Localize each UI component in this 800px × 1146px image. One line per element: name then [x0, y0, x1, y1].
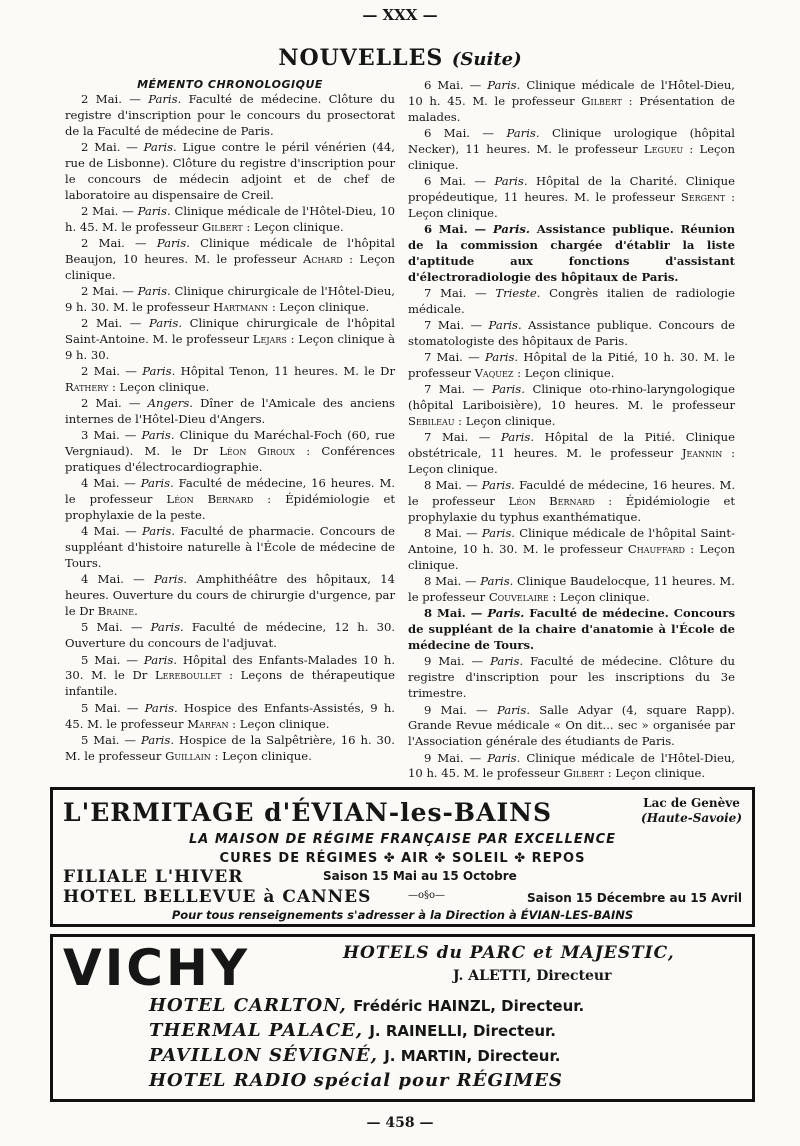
entry-date: 2 Mai.	[81, 92, 122, 106]
entry-date: 2 Mai.	[81, 364, 120, 379]
entry-text-after: : Leçon clinique.	[454, 414, 556, 429]
entry-text-after: : Leçon clinique.	[65, 251, 396, 282]
entry-date: 9 Mai.	[424, 654, 465, 669]
entry-text-after: : Leçon clinique.	[268, 299, 370, 314]
entry-text: Hospice de la Salpêtrière, 16 h. 30. M. le professeur	[65, 732, 395, 763]
memento-entry: 2 Mai. — Paris. Clinique médicale de l'hôpital Beaujon, 10 heures. M. le professeur Achard : Leçon clinique.	[65, 236, 396, 282]
memento-entry: 4 Mai. — Paris. Amphithéâtre des hôpitaux, 14 heures. Ouverture du cours de chirurgie d'urgence, par le Dr Braine.	[65, 572, 395, 619]
memento-left-entries	[65, 92, 395, 765]
memento-entry: 6 Mai. — Paris. Clinique urologique (hôpital Necker), 11 heures. M. le professeur Legueu : Leçon clinique.	[408, 126, 735, 172]
entry-place: Paris.	[500, 430, 535, 445]
memento-heading: MÉMENTO CHRONOLOGIQUE	[137, 78, 323, 91]
evian-tagline: LA MAISON DE RÉGIME FRANÇAISE PAR EXCELLENCE	[188, 832, 617, 847]
entry-place: Paris.	[148, 92, 182, 106]
entry-text: Faculté de médecine. Clôture du registre d'inscription pour les inscriptions du 3e trimestre.	[408, 654, 735, 701]
entry-text: Amphithéâtre des hôpitaux, 14 heures. Ouverture du cours de chirurgie d'urgence, par le Dr	[65, 572, 395, 619]
entry-text: Assistance publique. Concours de stomatologiste des hôpitaux de Paris.	[408, 318, 735, 348]
entry-text: Faculté de médecine. Concours de suppléant de la chaire d'anatomie à l'École de médecine de Tours.	[408, 606, 736, 653]
entry-text-after: : Leçon clinique.	[408, 189, 735, 220]
entry-date: 5 Mai.	[81, 620, 123, 635]
memento-entry: 4 Mai. — Paris. Faculté de pharmacie. Concours de suppléant d'histoire naturelle à l'École de médecine de Tours.	[65, 524, 395, 571]
page-title	[0, 45, 800, 71]
entry-date: 8 Mai.	[424, 606, 466, 621]
hotel-director: J. RAINELLI, Directeur.	[369, 1022, 557, 1040]
entry-text: Assistance publique. Réunion de la commission chargée d'établir la liste d'aptitude aux fonctions d'assistant d'électroradiologie des hôpitaux de Paris.	[408, 222, 736, 284]
hotel-name: HOTEL CARLTON,	[149, 995, 347, 1016]
evian-name: L'ERMITAGE d'ÉVIAN-les-BAINS	[63, 798, 553, 827]
evian-info: Pour tous renseignements s'adresser à la Direction à ÉVIAN-LES-BAINS	[171, 908, 634, 922]
entry-text: Ligue contre le péril vénérien (44, rue de Lisbonne). Clôture du registre d'inscription pour le concours de médecin adjoint et de chef de laboratoire au dispensaire de Creil.	[65, 140, 395, 202]
entry-professor: Gilbert	[581, 93, 622, 108]
entry-place: Paris.	[150, 620, 184, 635]
hotel-director: J. MARTIN, Directeur.	[384, 1047, 561, 1065]
entry-place: Paris.	[496, 702, 531, 717]
hotel-name: PAVILLON SÉVIGNÉ,	[149, 1045, 378, 1066]
entry-text-after: : Leçon clinique.	[408, 446, 736, 477]
entry-date: 9 Mai.	[424, 750, 464, 765]
entry-place: Paris.	[490, 654, 524, 669]
entry-text: Hôpital Tenon, 11 heures. M. le Dr	[180, 364, 395, 379]
evian-location	[641, 796, 742, 826]
entry-date: 5 Mai.	[81, 700, 121, 715]
entry-text: Clinique médicale de l'Hôtel-Dieu, 10 h. 45. M. le professeur	[408, 78, 735, 108]
entry-date: 3 Mai.	[81, 428, 120, 443]
memento-entry: 6 Mai. — Paris. Clinique médicale de l'Hôtel-Dieu, 10 h. 45. M. le professeur Gilbert : Présentation de malades.	[408, 78, 735, 124]
entry-place: Paris.	[143, 652, 177, 667]
entry-place: Trieste.	[495, 285, 541, 300]
vichy-hotels: HOTELS du PARC et MAJESTIC,	[343, 943, 675, 963]
entry-date: 8 Mai.	[424, 526, 462, 541]
entry-date: 7 Mai.	[424, 382, 466, 397]
memento-entry: 7 Mai. — Paris. Clinique oto-rhino-laryngologique (hôpital Lariboisière), 10 heures. M. le professeur Sebileau : Leçon clinique.	[408, 382, 735, 429]
title-suite: (Suite)	[451, 49, 522, 70]
evian-filiale: FILIALE L'HIVER	[63, 867, 244, 887]
entry-professor: Hartmann	[213, 299, 269, 314]
entry-date: 8 Mai.	[424, 574, 462, 589]
entry-date: 4 Mai.	[81, 572, 124, 587]
memento-entry: 3 Mai. — Paris. Clinique du Maréchal-Foch (60, rue Vergniaud). M. le Dr Léon Giroux : Conférences pratiques d'électrocardiographie.	[65, 428, 396, 475]
entry-date: 6 Mai.	[424, 174, 466, 189]
entry-text-after: : Leçon clinique.	[242, 219, 344, 234]
evian-region: (Haute-Savoie)	[641, 811, 742, 825]
entry-professor: Marfan	[187, 716, 229, 731]
vichy-line-sevigne	[149, 1045, 560, 1066]
entry-place: Paris.	[142, 364, 176, 379]
entry-place: Paris.	[487, 78, 521, 92]
entry-text: Hospice des Enfants-Assistés, 9 h. 45. M. le professeur	[65, 700, 395, 731]
entry-professor: Legueu	[643, 141, 684, 156]
entry-place: Paris.	[488, 318, 522, 333]
entry-text-after: : Conférences pratiques d'électrocardiographie.	[65, 444, 396, 475]
entry-place: Paris.	[141, 524, 176, 539]
entry-text-after: : Leçon clinique.	[513, 366, 615, 381]
entry-date: 2 Mai.	[81, 236, 125, 251]
entry-place: Paris.	[137, 284, 171, 299]
memento-entry: 8 Mai. — Paris. Faculté de médecine. Concours de suppléant de la chaire d'anatomie à l'École de médecine de Tours.	[408, 606, 736, 653]
entry-text: Clinique médicale de l'Hôtel-Dieu, 10 h. 45. M. le professeur	[65, 203, 396, 234]
entry-place: Paris.	[487, 750, 521, 765]
memento-entry: 7 Mai. — Paris. Hôpital de la Pitié. Clinique obstétricale, 11 heures. M. le professeur Jeannin : Leçon clinique.	[408, 430, 736, 477]
entry-text: Hôpital de la Pitié. Clinique obstétricale, 11 heures. M. le professeur	[408, 430, 736, 461]
evian-advertisement	[50, 787, 755, 927]
entry-text: Hôpital des Enfants-Malades 10 h. 30. M. le Dr	[65, 652, 395, 683]
vichy-line-carlton	[149, 995, 584, 1016]
entry-place: Paris.	[506, 126, 540, 141]
entry-date: 5 Mai.	[81, 732, 120, 747]
memento-left-column	[65, 78, 395, 765]
memento-entry: 6 Mai. — Paris. Hôpital de la Charité. Clinique propédeutique, 11 heures. M. le professeur Sergent : Leçon clinique.	[408, 174, 735, 220]
page-number: — 458 —	[366, 1115, 434, 1131]
vichy-line-radio	[149, 1070, 563, 1091]
hotel-director: spécial pour RÉGIMES	[313, 1070, 563, 1091]
memento-entry: 2 Mai. — Paris. Clinique chirurgicale de l'hôpital Saint-Antoine. M. le professeur Lejars : Leçon clinique à 9 h. 30.	[65, 316, 396, 362]
entry-place: Paris.	[137, 203, 171, 218]
entry-date: 7 Mai.	[424, 285, 467, 300]
entry-professor: Léon Bernard	[508, 494, 595, 509]
entry-text: Clinique médicale de l'hôpital Beaujon, 10 heures. M. le professeur	[65, 236, 396, 266]
entry-date: 8 Mai.	[424, 478, 462, 493]
entry-text: Faculté de pharmacie. Concours de suppléant d'histoire naturelle à l'École de médecine de Tours.	[65, 524, 395, 571]
entry-professor: Léon Bernard	[166, 492, 254, 507]
entry-place: Paris.	[156, 236, 190, 251]
evian-separator: —o§o—	[408, 890, 446, 901]
entry-professor: Léon Giroux	[219, 444, 295, 459]
entry-date: 5 Mai.	[81, 652, 121, 667]
entry-place: Paris.	[154, 572, 188, 587]
memento-entry: 8 Mai. — Paris. Clinique Baudelocque, 11 heures. M. le professeur Couvelaire : Leçon clinique.	[408, 574, 735, 605]
entry-text: Clinique oto-rhino-laryngologique (hôpital Lariboisière), 10 heures. M. le professeur	[408, 382, 735, 413]
memento-entry: 8 Mai. — Paris. Faculdé de médecine, 16 heures. M. le professeur Léon Bernard : Épidémiologie et prophylaxie du typhus exanthématique.	[408, 478, 736, 525]
memento-entry: 5 Mai. — Paris. Hospice des Enfants-Assistés, 9 h. 45. M. le professeur Marfan : Leçon clinique.	[65, 700, 395, 731]
entry-place: Paris.	[485, 350, 519, 365]
entry-place: Angers.	[147, 396, 193, 411]
entry-text-after: : Leçon clinique.	[604, 766, 706, 781]
entry-place: Paris.	[480, 574, 514, 589]
hotel-name: THERMAL PALACE,	[149, 1020, 364, 1041]
entry-professor: Couvelaire	[488, 590, 549, 605]
entry-text: Clinique Baudelocque, 11 heures. M. le professeur	[408, 574, 735, 605]
memento-entry: 5 Mai. — Paris. Faculté de médecine, 12 h. 30. Ouverture du concours de l'adjuvat.	[65, 620, 396, 651]
entry-date: 6 Mai.	[424, 222, 468, 237]
entry-text-after: : Épidémiologie et prophylaxie de la peste.	[65, 492, 396, 523]
roman-folio: — XXX —	[362, 6, 438, 24]
entry-professor: Lejars	[252, 332, 287, 347]
memento-right-column	[408, 78, 735, 783]
entry-professor: Achard	[302, 251, 343, 266]
entry-text-after: : Épidémiologie et prophylaxie du typhus exanthématique.	[408, 494, 736, 525]
entry-date: 6 Mai.	[424, 126, 470, 141]
entry-text: Hôpital de la Pitié, 10 h. 30. M. le professeur	[408, 350, 735, 381]
entry-date: 7 Mai.	[424, 430, 469, 445]
entry-text-after: : Leçon clinique.	[408, 141, 735, 172]
memento-entry: 2 Mai. — Paris. Clinique chirurgicale de l'Hôtel-Dieu, 9 h. 30. M. le professeur Hartmann : Leçon clinique.	[65, 284, 395, 314]
entry-professor: Gilbert	[563, 766, 605, 781]
entry-text-after: : Leçon clinique.	[408, 542, 735, 573]
entry-professor: Gilbert	[202, 219, 243, 234]
entry-place: Paris.	[487, 606, 525, 621]
entry-text: Clinique du Maréchal-Foch (60, rue Vergniaud). M. le Dr	[65, 428, 395, 459]
entry-place: Paris.	[144, 700, 178, 715]
evian-season-summer: Saison 15 Mai au 15 Octobre	[323, 869, 517, 883]
entry-professor: Vaquez	[474, 366, 514, 381]
entry-text: Clinique chirurgicale de l'hôpital Saint-Antoine. M. le professeur	[65, 316, 396, 347]
entry-place: Paris.	[148, 316, 183, 331]
memento-entry: 7 Mai. — Paris. Hôpital de la Pitié, 10 h. 30. M. le professeur Vaquez : Leçon clinique.	[408, 350, 735, 381]
memento-entry: 2 Mai. — Paris. Clinique médicale de l'Hôtel-Dieu, 10 h. 45. M. le professeur Gilbert : Leçon clinique.	[65, 203, 396, 234]
hotel-director: Frédéric HAINZL, Directeur.	[353, 997, 585, 1015]
vichy-advertisement	[50, 934, 755, 1102]
entry-text: Salle Adyar (4, square Rapp). Grande Revue médicale « On dit... sec » organisée par l'Association générale des étudiants de Paris.	[408, 702, 735, 749]
entry-place: Paris.	[494, 174, 528, 189]
memento-entry: 9 Mai. — Paris. Salle Adyar (4, square Rapp). Grande Revue médicale « On dit... sec » organisée par l'Association générale des étudiants de Paris.	[408, 702, 735, 749]
entry-date: 4 Mai.	[81, 476, 120, 491]
memento-entry: 2 Mai. — Paris. Ligue contre le péril vénérien (44, rue de Lisbonne). Clôture du registre d'inscription pour le concours de médecin adjoint et de chef de laboratoire au dispensaire de Creil.	[65, 140, 395, 202]
entry-text: Faculté de médecine, 16 heures. M. le professeur	[65, 476, 396, 507]
entry-text-after: : Leçon clinique.	[548, 590, 650, 605]
memento-entry: 5 Mai. — Paris. Hôpital des Enfants-Malades 10 h. 30. M. le Dr Lereboullet : Leçons de thérapeutique infantile.	[65, 652, 395, 699]
memento-entry: 8 Mai. — Paris. Clinique médicale de l'hôpital Saint-Antoine, 10 h. 30. M. le professeur Chauffard : Leçon clinique.	[408, 526, 735, 573]
memento-entry: 9 Mai. — Paris. Faculté de médecine. Clôture du registre d'inscription pour les inscriptions du 3e trimestre.	[408, 654, 735, 701]
entry-date: 2 Mai.	[81, 203, 119, 218]
entry-professor: Sergent	[680, 189, 726, 204]
entry-professor: Jeannin	[681, 446, 723, 461]
evian-hotel-cannes: HOTEL BELLEVUE à CANNES	[63, 887, 372, 907]
memento-entry: 5 Mai. — Paris. Hospice de la Salpêtrière, 16 h. 30. M. le professeur Guillain : Leçon clinique.	[65, 732, 395, 763]
entry-text-after: : Leçon clinique à 9 h. 30.	[65, 332, 395, 362]
entry-text-after: : Présentation de malades.	[408, 93, 735, 124]
entry-date: 2 Mai.	[81, 284, 119, 299]
memento-entry: 7 Mai. — Paris. Assistance publique. Concours de stomatologiste des hôpitaux de Paris.	[408, 318, 735, 348]
entry-date: 6 Mai.	[424, 78, 464, 92]
entry-place: Paris.	[481, 478, 515, 493]
entry-place: Paris.	[492, 222, 530, 237]
entry-text-after: .	[134, 604, 138, 619]
entry-place: Paris.	[143, 140, 177, 155]
entry-date: 2 Mai.	[81, 396, 122, 411]
memento-entry: 2 Mai. — Paris. Hôpital Tenon, 11 heures. M. le Dr Rathery : Leçon clinique.	[65, 364, 395, 395]
entry-text: Hôpital de la Charité. Clinique propédeutique, 11 heures. M. le professeur	[408, 174, 735, 204]
entry-professor: Chauffard	[627, 542, 685, 557]
entry-place: Paris.	[140, 732, 175, 747]
entry-date: 7 Mai.	[424, 350, 463, 365]
entry-date: 7 Mai.	[424, 318, 465, 333]
entry-place: Paris.	[491, 382, 525, 397]
memento-entry: 6 Mai. — Paris. Assistance publique. Réunion de la commission chargée d'établir la liste d'aptitude aux fonctions d'assistant d'électroradiologie des hôpitaux de Paris.	[408, 222, 736, 284]
entry-text: Faculté de médecine, 12 h. 30. Ouverture du concours de l'adjuvat.	[65, 620, 396, 651]
evian-lake: Lac de Genève	[643, 796, 740, 810]
entry-text: Clinique chirurgicale de l'Hôtel-Dieu, 9 h. 30. M. le professeur	[65, 284, 395, 314]
memento-entry: 2 Mai. — Angers. Dîner de l'Amicale des anciens internes de l'Hôtel-Dieu d'Angers.	[65, 396, 395, 427]
entry-professor: Guillain	[165, 748, 211, 763]
entry-professor: Lereboullet	[154, 668, 222, 683]
entry-text-after: : Leçon clinique.	[228, 716, 330, 731]
memento-entry: 7 Mai. — Trieste. Congrès italien de radiologie médicale.	[408, 285, 735, 316]
entry-text: Clinique médicale de l'hôpital Saint-Antoine, 10 h. 30. M. le professeur	[408, 526, 735, 557]
entry-text-after: : Leçons de thérapeutique infantile.	[65, 668, 395, 699]
vichy-line-thermal	[149, 1020, 556, 1041]
entry-place: Paris.	[481, 526, 515, 541]
vichy-name: VICHY	[63, 939, 251, 997]
entry-text-after: : Leçon clinique.	[210, 748, 312, 763]
entry-professor: Braine	[97, 604, 135, 619]
hotel-name: HOTEL RADIO	[149, 1070, 308, 1091]
entry-text: Congrès italien de radiologie médicale.	[408, 285, 735, 316]
entry-text: Clinique médicale de l'Hôtel-Dieu, 10 h. 45. M. le professeur	[408, 750, 735, 781]
entry-text-after: : Leçon clinique.	[108, 380, 210, 395]
entry-date: 2 Mai.	[81, 316, 123, 331]
memento-entry: 2 Mai. — Paris. Faculté de médecine. Clôture du registre d'inscription pour le concours du prosectorat de la Faculté de médecine de Paris.	[65, 92, 395, 138]
memento-entry: 9 Mai. — Paris. Clinique médicale de l'Hôtel-Dieu, 10 h. 45. M. le professeur Gilbert : Leçon clinique.	[408, 750, 735, 781]
entry-text: Faculté de médecine. Clôture du registre d'inscription pour le concours du prosectorat de la Faculté de médecine de Paris.	[65, 92, 395, 138]
entry-date: 4 Mai.	[81, 524, 120, 539]
evian-cures: CURES DE RÉGIMES ✤ AIR ✤ SOLEIL ✤ REPOS	[219, 851, 586, 866]
entry-place: Paris.	[141, 428, 175, 443]
entry-place: Paris.	[140, 476, 174, 491]
entry-professor: Sebileau	[408, 414, 455, 429]
evian-season-winter: Saison 15 Décembre au 15 Avril	[526, 891, 742, 905]
entry-text: Dîner de l'Amicale des anciens internes de l'Hôtel-Dieu d'Angers.	[65, 396, 395, 427]
entry-date: 9 Mai.	[424, 702, 467, 717]
entry-date: 2 Mai.	[81, 140, 121, 155]
entry-professor: Rathery	[65, 380, 109, 395]
title-main: NOUVELLES	[278, 45, 444, 71]
entry-text: Clinique urologique (hôpital Necker), 11 heures. M. le professeur	[408, 126, 735, 156]
vichy-director: J. ALETTI, Directeur	[453, 968, 612, 984]
memento-entry: 4 Mai. — Paris. Faculté de médecine, 16 heures. M. le professeur Léon Bernard : Épidémiologie et prophylaxie de la peste.	[65, 476, 396, 523]
entry-text: Faculdé de médecine, 16 heures. M. le professeur	[408, 478, 736, 509]
